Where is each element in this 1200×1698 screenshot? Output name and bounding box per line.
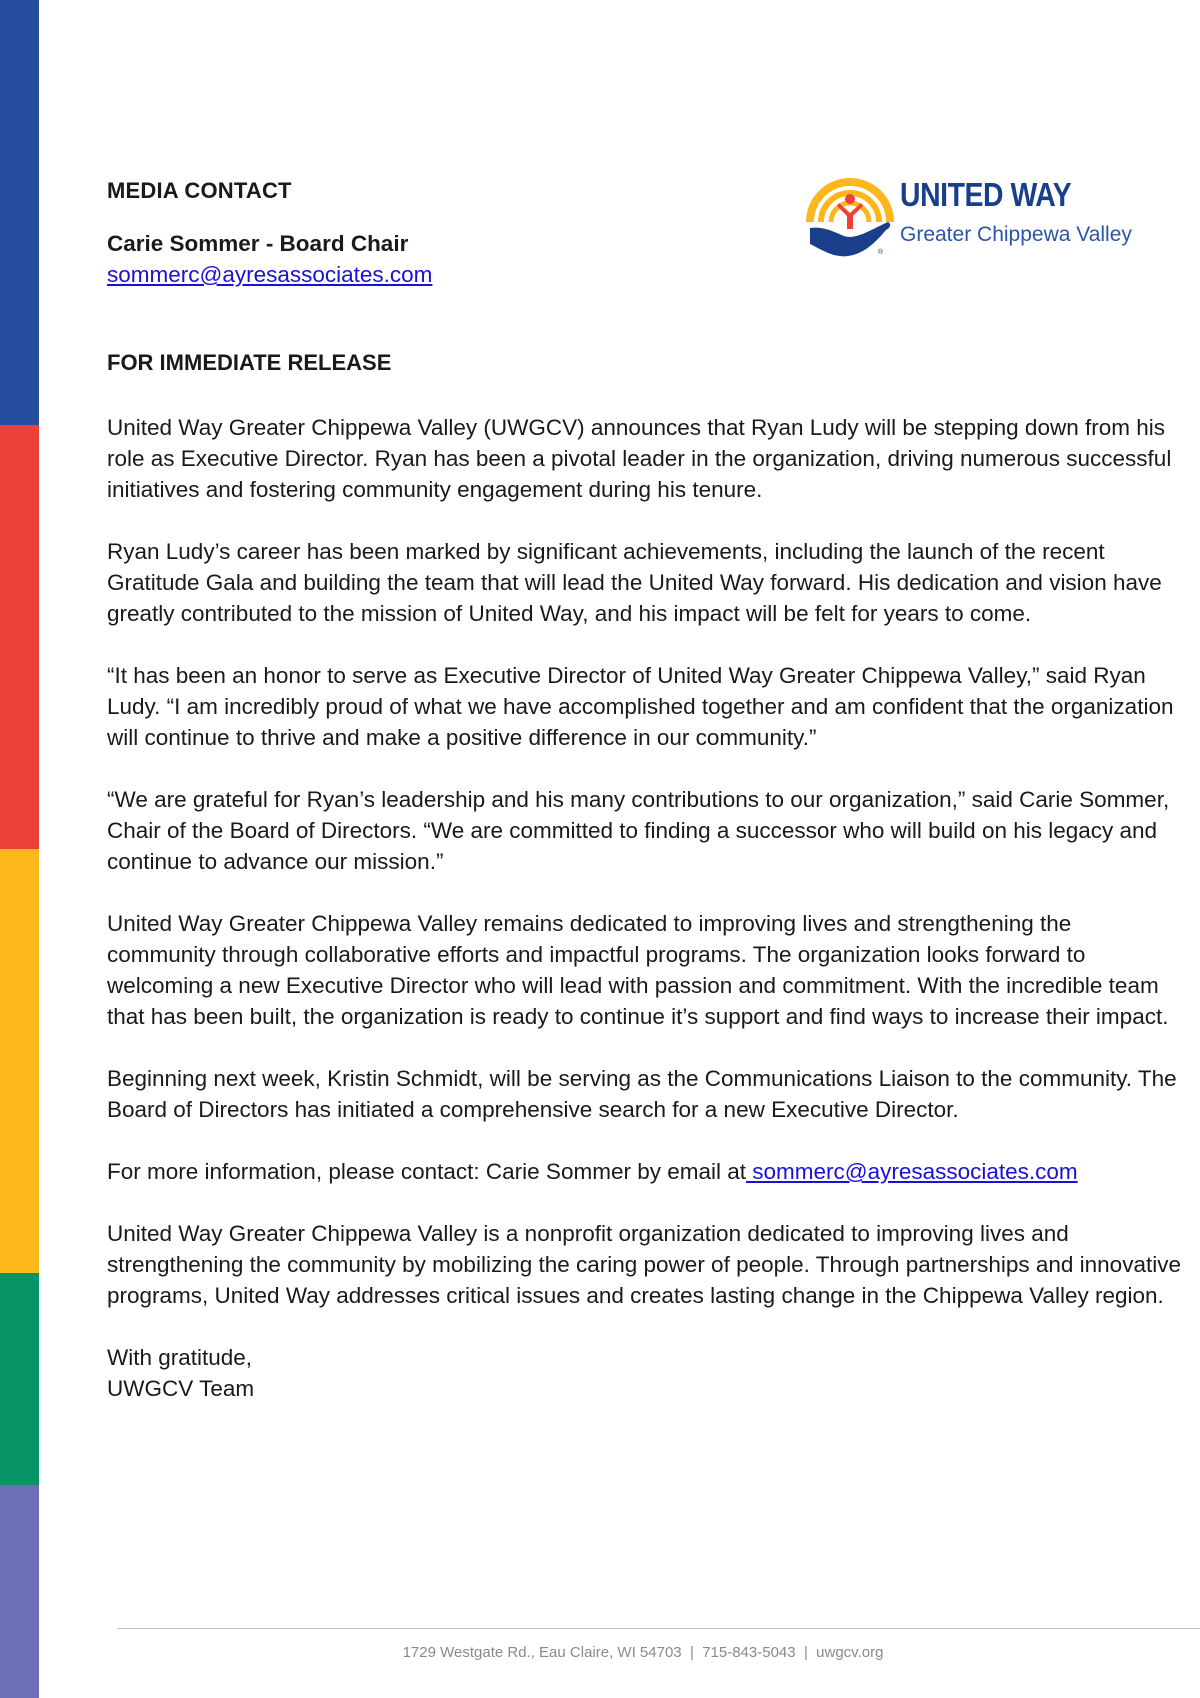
side-stripe-blue xyxy=(0,0,39,425)
paragraph-announcement: United Way Greater Chippewa Valley (UWGCV) announces that Ryan Ludy will be stepping down from his role as Executive Director. Ryan has been a pivotal leader in the organization, driving numerous successful initiatives and fostering community engagement during his tenure. xyxy=(107,415,1172,502)
contact-name: Carie Sommer - Board Chair xyxy=(107,231,409,256)
signature-line: UWGCV Team xyxy=(107,1376,255,1401)
logo-subtitle: Greater Chippewa Valley xyxy=(900,223,1132,246)
paragraph-career: Ryan Ludy’s career has been marked by significant achievements, including the launch of the recent Gratitude Gala and building the team that will lead the United Way forward. His dedication and vision have greatly contributed to the mission of United Way, and his impact will be felt for years to come. xyxy=(107,539,1162,626)
contact-email-inline-link[interactable]: sommerc@ayresassociates.com xyxy=(746,1159,1078,1184)
press-release-body xyxy=(107,412,1182,1404)
side-stripe-red xyxy=(0,425,39,849)
logo-title: UNITED WAY xyxy=(900,176,1072,213)
contact-email-link[interactable]: sommerc@ayresassociates.com xyxy=(107,262,433,287)
release-heading: FOR IMMEDIATE RELEASE xyxy=(107,350,392,375)
svg-text:®: ® xyxy=(878,249,884,256)
contact-prefix-text: For more information, please contact: Carie Sommer by email at xyxy=(107,1159,746,1184)
paragraph-transition: Beginning next week, Kristin Schmidt, will be serving as the Communications Liaison to the community. The Board of Directors has initiated a comprehensive search for a new Executive Director. xyxy=(107,1066,1177,1122)
footer-divider xyxy=(117,1628,1200,1629)
closing-line: With gratitude, xyxy=(107,1345,253,1370)
side-stripe-purple xyxy=(0,1485,39,1698)
united-way-hand-icon xyxy=(804,166,896,260)
united-way-logo xyxy=(804,166,1164,266)
side-stripe-green xyxy=(0,1273,39,1485)
side-stripe-yellow xyxy=(0,849,39,1273)
media-contact-heading: MEDIA CONTACT xyxy=(107,178,292,203)
paragraph-sommer-quote: “We are grateful for Ryan’s leadership and his many contributions to our organization,” said Carie Sommer, Chair of the Board of Directors. “We are committed to finding a successor who will build on his legacy and continue to advance our mission.” xyxy=(107,787,1170,874)
paragraph-contact xyxy=(107,1156,1182,1187)
paragraph-about: United Way Greater Chippewa Valley is a nonprofit organization dedicated to improving lives and strengthening the community by mobilizing the caring power of people. Through partnerships and innovative programs, United Way addresses critical issues and creates lasting change in the Chippewa Valley region. xyxy=(107,1221,1181,1308)
paragraph-mission: United Way Greater Chippewa Valley remains dedicated to improving lives and strengthening the community through collaborative efforts and impactful programs. The organization looks forward to welcoming a new Executive Director who will lead with passion and commitment. With the incredible team that has been built, the organization is ready to continue it’s support and find ways to increase their impact. xyxy=(107,911,1169,1029)
footer-address: 1729 Westgate Rd., Eau Claire, WI 54703 | 715-843-5043 | uwgcv.org xyxy=(402,1644,884,1661)
paragraph-ludy-quote: “It has been an honor to serve as Executive Director of United Way Greater Chippewa Valley,” said Ryan Ludy. “I am incredibly proud of what we have accomplished together and am confident that the organization will continue to thrive and make a positive difference in our community.” xyxy=(107,663,1174,750)
